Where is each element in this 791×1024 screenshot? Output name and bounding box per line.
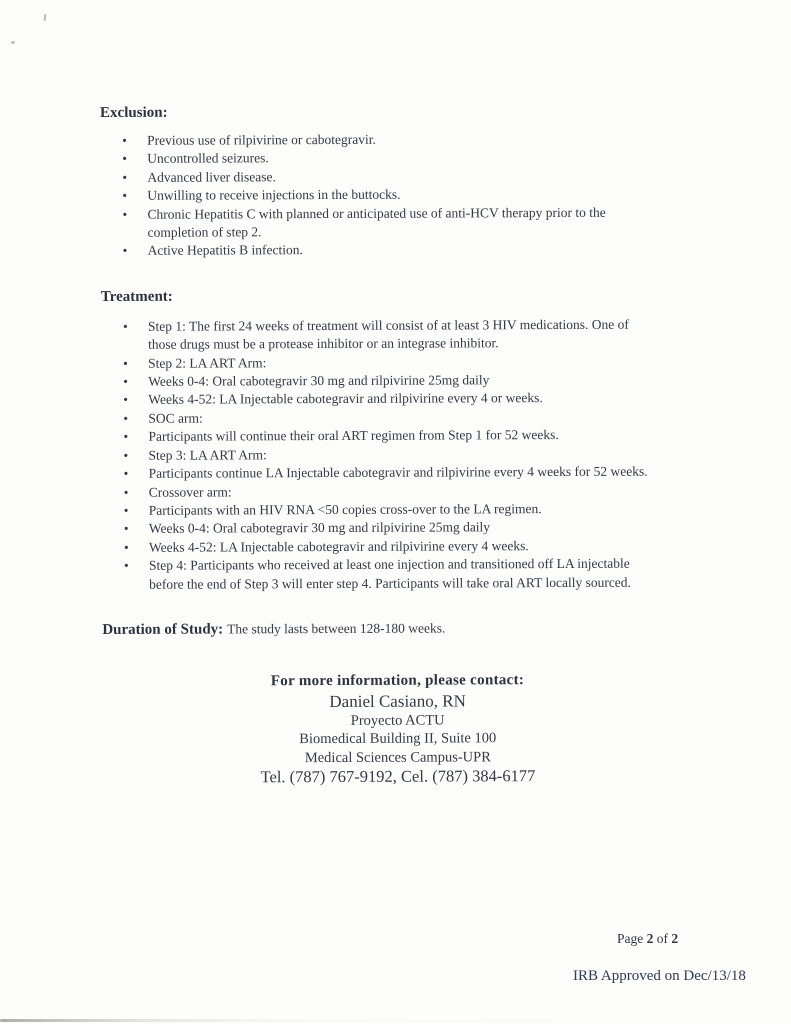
exclusion-list-item [101, 240, 726, 261]
contact-name: Daniel Casiano, RN [329, 691, 466, 711]
exclusion-list [100, 129, 726, 261]
document-content [100, 101, 763, 788]
page-number [617, 931, 678, 947]
irb-approval-line: IRB Approved on Dec/13/18 [573, 968, 746, 984]
list-item-text: Step 3: LA ART Arm: [148, 446, 267, 463]
scan-artifact-mark [44, 14, 47, 21]
contact-address-line1: Biomedical Building II, Suite 100 [299, 730, 497, 748]
list-item-text: Uncontrolled seizures. [147, 150, 269, 167]
list-item-text: Weeks 0-4: Oral cabotegravir 30 mg and rilpivirine 25mg daily [148, 519, 491, 537]
list-item-text: Unwilling to receive injections in the buttocks. [147, 186, 401, 204]
list-item-text: Chronic Hepatitis C with planned or anticipated use of anti-HCV therapy prior to the completion of step 2. [147, 204, 606, 240]
list-item-text: Previous use of rilpivirine or cabotegravir. [147, 131, 376, 148]
list-item-text: Weeks 0-4: Oral cabotegravir 30 mg and rilpivirine 25mg daily [148, 372, 490, 389]
duration-heading: Duration of Study: [102, 621, 224, 638]
contact-heading: For more information, please contact: [270, 672, 525, 690]
list-item-text: Participants will continue their oral ART regimen from Step 1 for 52 weeks. [148, 427, 559, 445]
list-item-text: Advanced liver disease. [147, 169, 276, 185]
exclusion-list-item [100, 203, 725, 243]
list-item-text: Weeks 4-52: LA Injectable cabotegravir and rilpivirine every 4 or weeks. [148, 390, 543, 408]
duration-line [102, 617, 762, 640]
page-current: 2 [646, 931, 654, 946]
exclusion-heading: Exclusion: [100, 104, 168, 121]
list-item-text: Participants with an HIV RNA <50 copies cross-over to the LA regimen. [148, 500, 542, 518]
list-item-text: Participants continue LA Injectable cabotegravir and rilpivirine every 4 weeks for 52 weeks. [148, 463, 648, 481]
treatment-list [101, 315, 727, 594]
list-item-text: Crossover arm: [148, 483, 232, 500]
treatment-heading: Treatment: [100, 288, 173, 305]
scan-artifact-dot [11, 41, 15, 44]
list-item-text: Weeks 4-52: LA Injectable cabotegravir and rilpivirine every 4 weeks. [148, 537, 529, 555]
duration-text: The study lasts between 128-180 weeks. [227, 620, 446, 637]
list-item-text: Active Hepatitis B infection. [147, 242, 303, 259]
scan-edge-smear [0, 1019, 760, 1022]
list-item-text: Step 1: The first 24 weeks of treatment will consist of at least 3 HIV medications. One of those drugs must be a protease inhibitor or an integrase inhibitor. [147, 316, 629, 353]
page-total: 2 [671, 931, 679, 946]
contact-org: Proyecto ACTU [350, 712, 445, 729]
contact-phone: Tel. (787) 767-9192, Cel. (787) 384-6177 [260, 766, 536, 787]
contact-block [102, 670, 692, 788]
treatment-list-item [102, 554, 727, 594]
list-item-text: Step 2: LA ART Arm: [148, 354, 267, 371]
list-item-text: SOC arm: [148, 410, 203, 426]
treatment-list-item [101, 315, 726, 355]
page-word: Page [617, 931, 644, 946]
page-of-word: of [656, 931, 668, 946]
list-item-text: Step 4: Participants who received at least one injection and transitioned off LA injectable before the end of Step 3 will enter step 4. Participants will take oral ART locally sourced. [148, 555, 631, 592]
contact-address-line2: Medical Sciences Campus-UPR [304, 749, 491, 767]
